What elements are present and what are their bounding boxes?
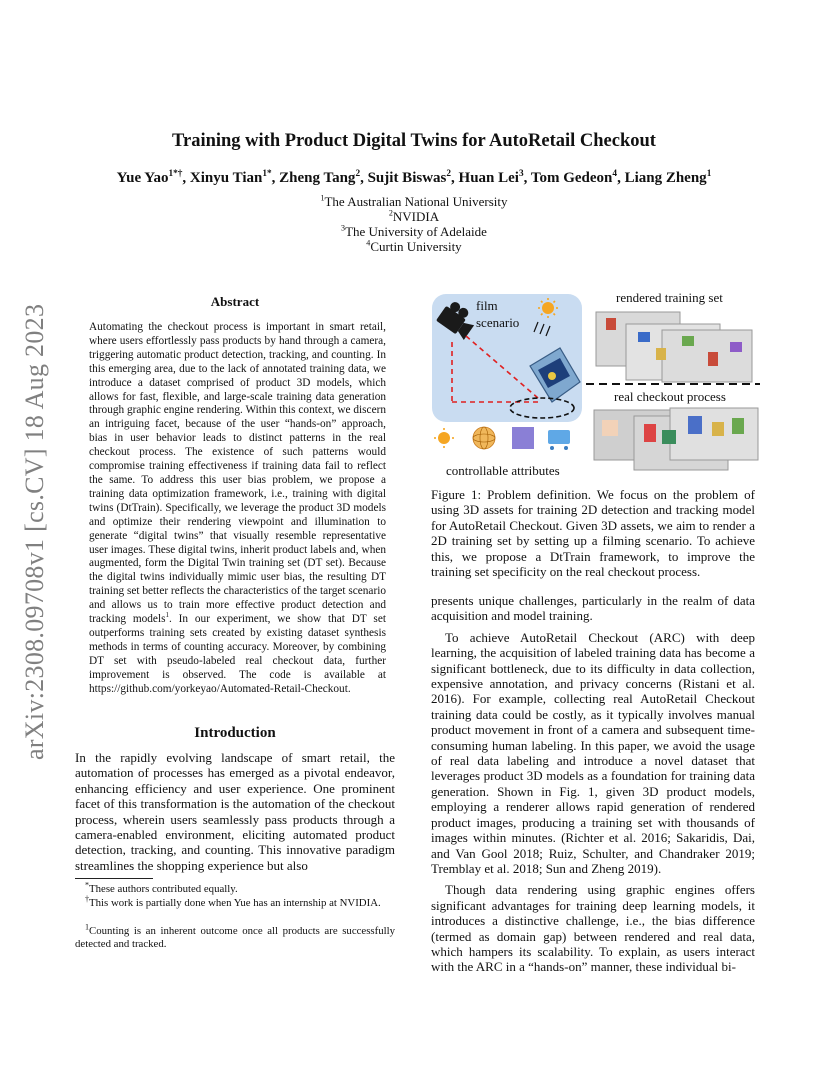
affil-mark: 2	[388, 208, 393, 218]
right-column-body	[431, 593, 755, 975]
author-name: Tom Gedeon	[530, 170, 613, 186]
cart-attribute-icon	[548, 430, 570, 450]
footnote-text: These authors contributed equally.	[89, 883, 238, 895]
introduction-heading: Introduction	[194, 725, 276, 741]
paper-title: Training with Product Digital Twins for AutoRetail Checkout	[172, 131, 656, 151]
texture-attribute-icon	[512, 427, 534, 449]
footnote	[75, 880, 395, 896]
real-checkout-images-stack	[594, 408, 758, 470]
author-affil-mark: 1*	[262, 169, 272, 179]
author-name: Yue Yao	[116, 170, 169, 186]
arxiv-identifier: arXiv:2308.09708v1 [cs.CV] 18 Aug 2023	[20, 303, 49, 760]
abstract-text: Automating the checkout process is important in smart retail, where users effortlessly pass products by hand through a camera, triggering automatic product detection, tracking, and counting. In this emerging area, due to the lack of annotated training data, we introduce a dataset comprised of product 3D models, which allows for fast, flexible, and large-scale training data generation through graphic engine rendering. Within this context, we discern an intriguing facet, because of the user “hands-on” approach, bias in user behavior leads to distinct patterns in the real checkout process. The existence of such patterns would compromise training effectiveness if training data fail to reflect the same. To address this user bias problem, we propose a training data optimization framework, i.e., training with digital twins (DtTrain). Specifically, we leverage the product 3D models and optimize their rendering viewpoint and illumination to generate “digital twins” that visually resemble representative user images. These digital twins, inherit product labels and, when augmented, form the Digital Twin training set (DT set). Because the digital twins individually mimic user bias, the resulting DT training set better reflects the characteristics of the target scenario and allows us to train more effective product detection and tracking models	[89, 321, 386, 626]
introduction-body	[75, 750, 395, 873]
figure-1-illustration	[430, 290, 762, 476]
paragraph: To achieve AutoRetail Checkout (ARC) with deep learning, the acquisition of labeled training data has become a significant bottleneck, due to its difficulty in data collection, expensive annotation, and privacy concerns (Ristani et al. 2016). For example, collecting real AutoRetail Checkout training data could be costly, as it typically involves manual product movement in front of a camera and subsequent time-consuming human labeling. In this paper, we avoid the usage of real data labeling and introduce a novel dataset that leverages product 3D models as a foundation for training data generation. Shown in Fig. 1, given 3D product models, employing a renderer allows rapid generation of rendered product images, producing a training set with thousands of images within minutes. (Richter et al. 2016; Sakaridis, Dai, and Van Gool 2018; Ruiz, Schulter, and Chandraker 2019; Tremblay et al. 2018; Sun and Zheng 2019).	[431, 629, 755, 876]
affiliation	[0, 209, 828, 224]
footnote-mark: *	[85, 880, 90, 890]
figure-label-scenario: scenario	[476, 315, 520, 330]
affil-name: The Australian National University	[324, 194, 508, 209]
author-name: Liang Zheng	[624, 170, 707, 186]
footnote-divider	[75, 878, 153, 879]
author-affil-mark: 1	[706, 169, 712, 179]
author-affil-mark: 2	[355, 169, 361, 179]
sphere-attribute-icon	[473, 427, 495, 449]
footnote	[75, 922, 395, 952]
intro-paragraph: In the rapidly evolving landscape of smart retail, the automation of processes has emerged as a pivotal endeavor, enhancing efficiency and user experience. One prominent facet of this transformation is the automation of the checkout process, wherein users seamlessly pass products through a camera-enabled environment, eliciting automated product detection, tracking, and counting. This innovative paradigm streamlines the shopping experience but also	[75, 750, 395, 873]
paragraph: presents unique challenges, particularly in the realm of data acquisition and model training.	[431, 593, 755, 624]
rendered-images-stack	[596, 312, 752, 382]
abstract-heading: Abstract	[210, 294, 260, 309]
author-name: Zheng Tang	[279, 170, 356, 186]
footnote	[75, 894, 395, 910]
figure-label-film: film	[476, 298, 498, 313]
author-affil-mark: 3	[518, 169, 524, 179]
footnote-mark: 1	[85, 922, 90, 932]
affil-name: The University of Adelaide	[345, 224, 487, 239]
author-affil-mark: 2	[446, 169, 452, 179]
author-name: Xinyu Tian	[189, 170, 263, 186]
affil-mark: 4	[366, 238, 371, 248]
author-affil-mark: 1*†	[168, 169, 183, 179]
affiliation	[0, 239, 828, 254]
author-affil-mark: 4	[612, 169, 618, 179]
footnote-text: This work is partially done when Yue has an internship at NVIDIA.	[89, 897, 381, 909]
affil-name: Curtin University	[370, 239, 462, 254]
author-name: Sujit Biswas	[367, 170, 447, 186]
figure-label-controllable: controllable attributes	[446, 463, 560, 476]
affil-mark: 3	[341, 223, 346, 233]
author-list: Yue Yao$^{1*\dagger}$, Xinyu Tian$^{1*}$, Zheng Tang$^2$, Sujit Biswas$^2$, Huan Lei$^3$, Tom Gedeon$^4$, Liang Zheng$^1$	[116, 169, 712, 186]
abstract-text-end: . In our experiment, we show that DT set outperforms training sets created by existing dataset synthesis methods in terms of counting accuracy. Moreover, by combining DT set with pseudo-labeled real checkout data, further improvement is observed. The code is available at https://github.com/yorkeyao/Automated-Retail-Checkout.	[89, 613, 386, 695]
figure-label-rendered: rendered training set	[616, 290, 723, 305]
figure-1-caption: Figure 1: Problem definition. We focus on the problem of using 3D assets for training 2D detection and tracking model for AutoRetail Checkout. Given 3D assets, we aim to render a 2D training set by setting up a filming scenario. To achieve this, we propose a DtTrain framework, to improve the training set specificity on the real checkout process.	[431, 487, 755, 580]
affil-name: NVIDIA	[392, 209, 440, 224]
paragraph: Though data rendering using graphic engines offers significant advantages for training deep learning models, it introduces a distinctive challenge, i.e., the bias difference (termed as domain gap) between rendered and real data, which hampers its scalability. To explain, as users interact with the ARC in a “hands-on” manner, these individual bi-	[431, 882, 755, 975]
affiliation	[0, 224, 828, 239]
author-name: Huan Lei	[458, 170, 519, 186]
sun-attribute-icon	[434, 428, 454, 448]
footnote-mark: 1	[165, 611, 169, 620]
affiliation	[0, 194, 828, 209]
figure-label-real: real checkout process	[614, 389, 726, 404]
abstract-body	[89, 321, 386, 696]
affil-mark: 1	[320, 193, 325, 203]
footnote-text: Counting is an inherent outcome once all products are successfully detected and tracked.	[75, 925, 395, 951]
figure-1	[430, 290, 762, 476]
footnote-mark: †	[85, 894, 90, 904]
